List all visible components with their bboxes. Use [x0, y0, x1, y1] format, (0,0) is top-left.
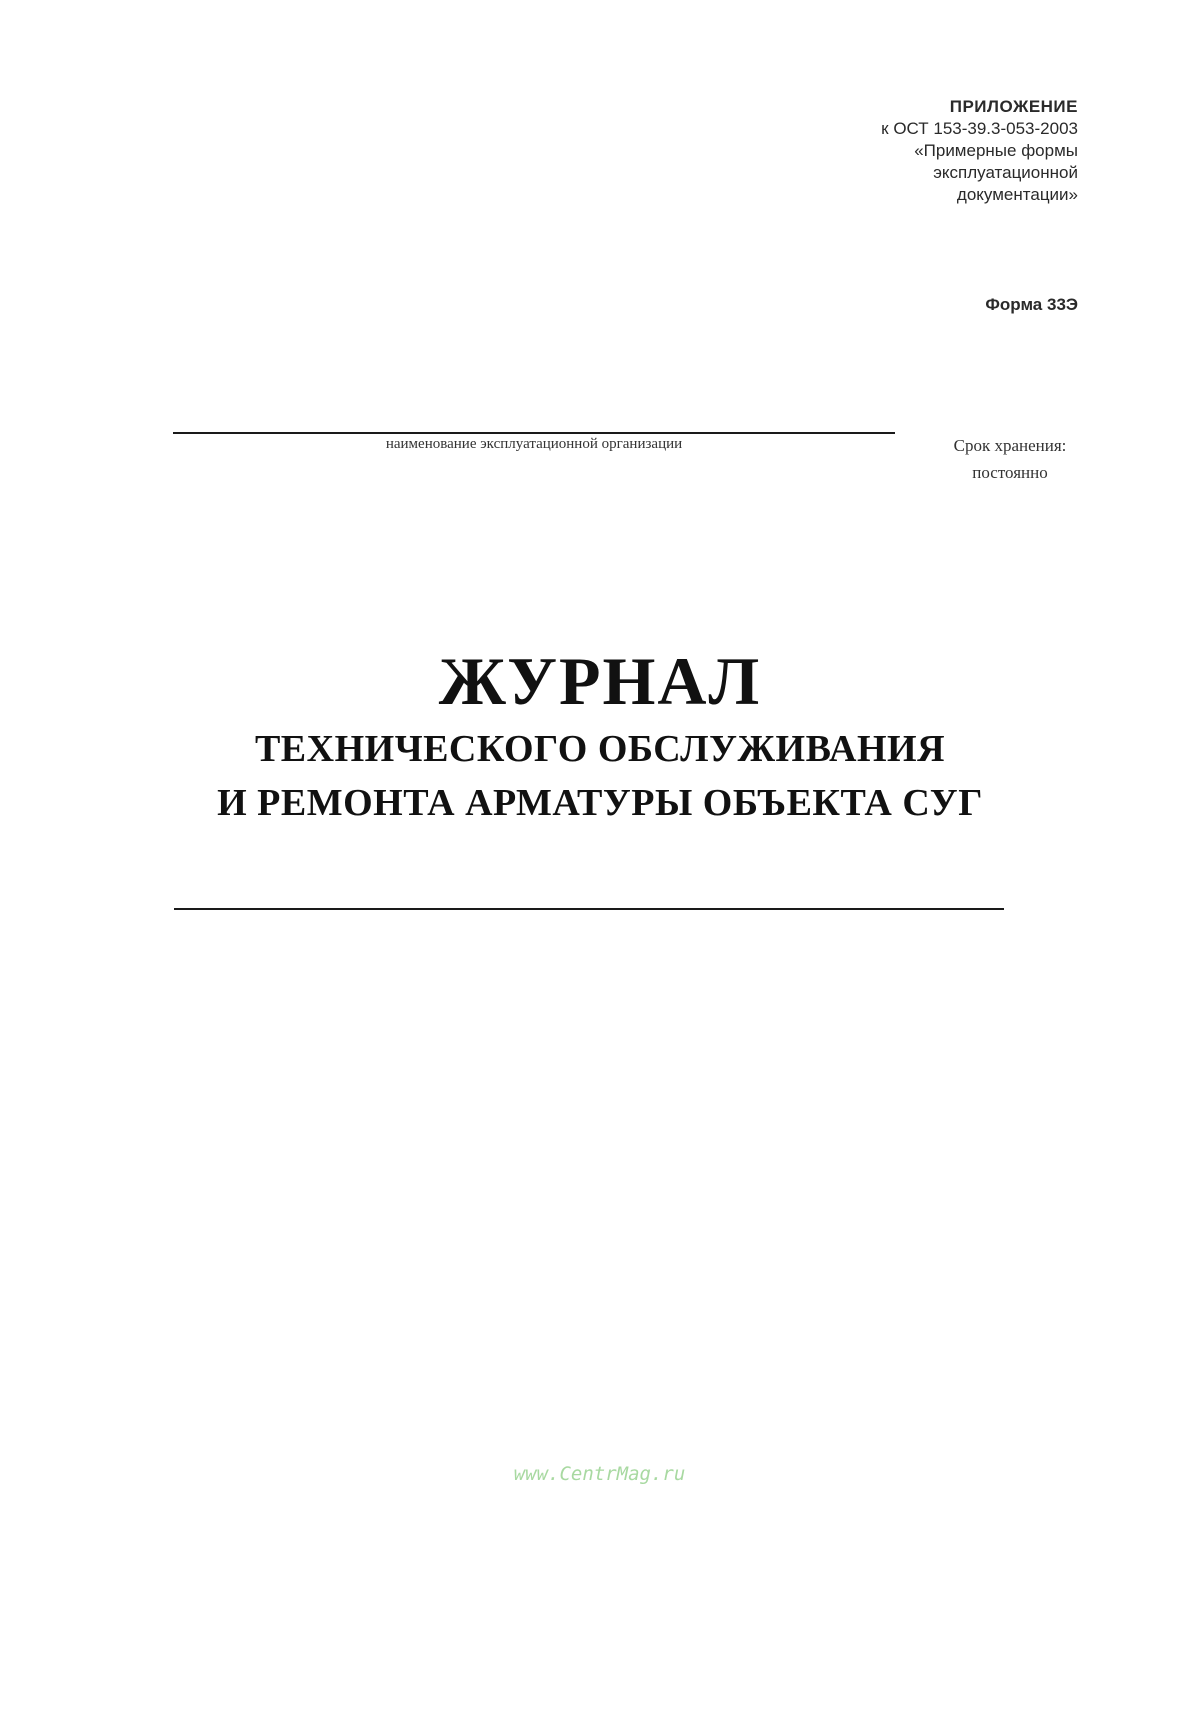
appendix-description-line-3: документации»	[956, 185, 1078, 204]
title-underline	[174, 908, 1004, 910]
appendix-block	[758, 96, 1078, 206]
appendix-title: ПРИЛОЖЕНИЕ	[949, 97, 1078, 116]
organization-name-line	[173, 432, 895, 434]
journal-subtitle-line-2: И РЕМОНТА АРМАТУРЫ ОБЪЕКТА СУГ	[217, 782, 983, 824]
appendix-description-line-1: «Примерные формы	[914, 141, 1078, 160]
storage-term-block	[920, 432, 1100, 486]
journal-subtitle-line-1: ТЕХНИЧЕСКОГО ОБСЛУЖИВАНИЯ	[254, 728, 946, 770]
storage-term-label: Срок хранения:	[953, 436, 1067, 455]
storage-term-value: постоянно	[972, 463, 1048, 482]
organization-caption: наименование эксплуатационной организации	[385, 436, 683, 452]
watermark-text: www.CentrMag.ru	[513, 1463, 686, 1485]
journal-title: ЖУРНАЛ	[438, 643, 762, 719]
form-number: Форма 33Э	[985, 295, 1078, 314]
journal-title-block	[150, 640, 1050, 830]
appendix-description-line-2: эксплуатационной	[933, 163, 1078, 182]
appendix-standard: к ОСТ 153-39.3-053-2003	[881, 119, 1078, 138]
